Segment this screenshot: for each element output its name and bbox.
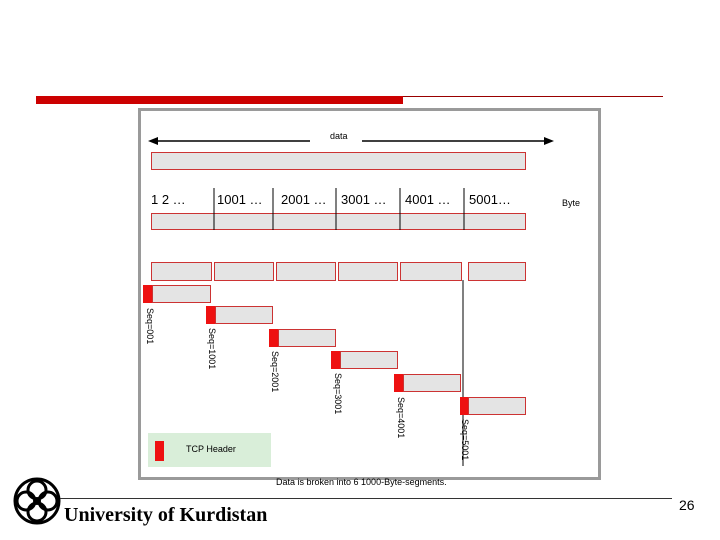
seq-label: Seq=5001 [460,419,470,461]
segment-data [340,351,398,369]
tcp-header-block [460,397,468,415]
data-piece [468,262,526,281]
footer-rule [60,498,672,499]
byte-range-label: 3001 … [341,192,387,207]
tcp-header-block [269,329,278,347]
data-piece [400,262,462,281]
data-piece [151,262,212,281]
byte-boundary-ticks [151,188,527,232]
university-name: University of Kurdistan [64,504,268,526]
segment-data [152,285,211,303]
tcp-header-block [331,351,340,369]
data-piece [214,262,274,281]
tcp-header-block [143,285,152,303]
diagram-caption: Data is broken into 6 1000-Byte-segments. [276,477,447,487]
data-label: data [330,131,348,141]
seq-label: Seq=001 [145,308,155,345]
byte-range-label: 5001… [469,192,511,207]
page-number: 26 [679,497,695,513]
full-data-bar [151,152,526,170]
title-bar-rule [403,96,663,97]
legend-label: TCP Header [186,444,236,454]
university-seal-icon [12,476,62,526]
tcp-header-block [206,306,215,324]
seq-label: Seq=4001 [396,397,406,439]
seq-label: Seq=3001 [333,373,343,415]
byte-label: Byte [562,198,581,208]
tcp-header-block [394,374,403,392]
segment-data [215,306,273,324]
seq-label: Seq=2001 [270,351,280,393]
data-arrow [148,132,558,148]
segment-data [278,329,336,347]
legend-header-swatch [155,441,164,461]
byte-range-label: 4001 … [405,192,451,207]
byte-range-label: 1 2 … [151,192,186,207]
byte-range-label: 2001 … [281,192,327,207]
data-piece [338,262,398,281]
segment-data [403,374,461,392]
seq-label: Seq=1001 [207,328,217,370]
segment-data [468,397,526,415]
title-bar-accent [36,96,403,104]
data-piece [276,262,336,281]
byte-range-label: 1001 … [217,192,263,207]
